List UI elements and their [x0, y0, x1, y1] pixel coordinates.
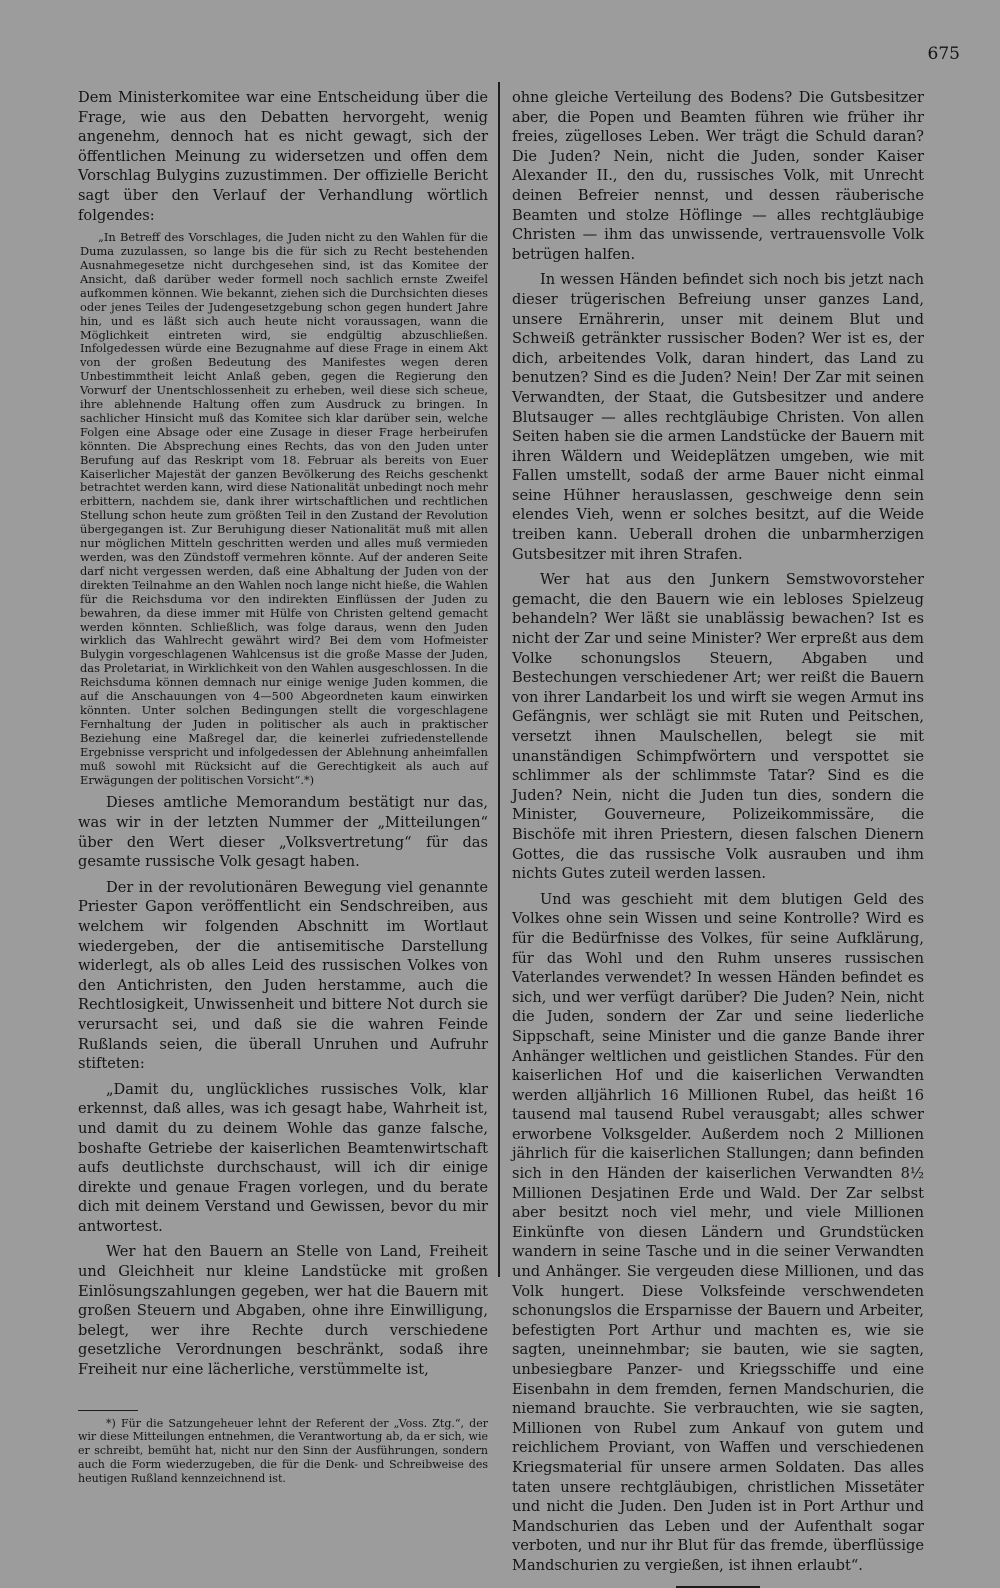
official-report-quote: „In Betreff des Vorschlages, die Juden nicht zu den Wahlen für die Duma zuzulassen, so lange bis die für sich zu Recht bestehenden Ausnahmegesetze nicht durchgesehen sind, ist das Komitee der Ansicht, daß darüber weder formell noch sachlich ernste Zweifel aufkommen können. Wie bekannt, ziehen sich die Durchsichten dieses oder jenes Teiles der Judengesetzgebung schon gegen hundert Jahre hin, und es läßt sich auch heute nicht voraussagen, wann die Möglichkeit eintreten wird, sie endgültig abzuschließen. Infolgedessen würde eine Bezugnahme auf diese Frage in einem Akt von der großen Bedeutung des Manifestes wegen deren Unbestimmtheit leicht Anlaß geben, gegen die Regierung den Vorwurf der Unentschlossenheit zu erheben, weil diese sich scheue, ihre ablehnende Haltung offen zum Ausdruck zu bringen. In sachlicher Hinsicht muß das Komitee sich klar darüber sein, welche Folgen eine Absage oder eine Zusage in dieser Frage herbeirufen könnten. Die Absprechung eines Rechts, das von den Juden unter Berufung auf das Reskript vom 18. Februar als bereits von Euer Kaiserlicher Majestät der ganzen Bevölkerung des Reichs geschenkt betrachtet werden kann, wird diese Nationalität unbedingt noch mehr erbittern, nachdem sie, dank ihrer wirtschaftlichen und rechtlichen Stellung schon heute zum größten Teil in den Zustand der Revolution übergegangen ist. Zur Beruhigung dieser Nationalität muß mit allen nur möglichen Mitteln geschritten werden und alles muß vermieden werden, was den Zündstoff vermehren könnte. Auf der anderen Seite darf nicht vergessen werden, daß eine Abhaltung der Juden von der direkten Teilnahme an den Wahlen noch lange nicht hieße, die Wahlen für die Reichsduma vor den indirekten Einflüssen der Juden zu bewahren, da diese immer mit Hülfe von Christen geltend gemacht werden könnten. Schließlich, was folge daraus, wenn den Juden wirklich das Wahlrecht gewährt wird? Bei dem vom Hofmeister Bulygin vorgeschlagenen Wahlcensus ist die große Masse der Juden, das Proletariat, in Wirklichkeit von den Wahlen ausgeschlossen. In die Reichsduma können demnach nur einige wenige Juden kommen, die auf die Anschauungen von 4—500 Abgeordneten kaum einwirken könnten. Unter solchen Bedingungen stellt die vorgeschlagene Fernhaltung der Juden in politischer als auch in praktischer Beziehung eine Maßregel dar, die keinerlei zufriedenstellende Ergebnisse verspricht und infolgedessen der Ablehnung anheimfallen muß sowohl mit Rücksicht auf die Gerechtigkeit als auch auf Erwägungen der politischen Vorsicht“.*) — [80, 230, 488, 787]
footnote-divider — [78, 1410, 138, 1411]
page-number: 675 — [927, 44, 960, 64]
land-paragraph: In wessen Händen befindet sich noch bis jetzt nach dieser trügerischen Befreiung unser ganzes Land, unsere Ernährerin, unser mit deinem Blut und Schweiß getränkter russischer Boden? Wer ist es, der dich, arbeitendes Volk, daran hindert, das Land zu benutzen? Sind es die Juden? Nein! Der Zar mit seinen Verwandten, der Staat, die Gutsbesitzer und andere Blutsauger — alles rechtgläubige Christen. Von allen Seiten haben sie die armen Landstücke der Bauern mit ihren Wäldern und Weideplätzen umgeben, wie mit Fallen umstellt, sodaß der arme Bauer nicht einmal seine Hühner herauslassen, geschweige denn sein elendes Vieh, wenn er solches besitzt, auf die Weide treiben kann. Ueberall drohen die unbarmherzigen Gutsbesitzer mit ihren Strafen. — [512, 271, 924, 563]
officials-paragraph: Wer hat aus den Junkern Semstwovorsteher gemacht, die den Bauern wie ein lebloses Spielzeug behandeln? Wer läßt sie unablässig bewachen? Ist es nicht der Zar und seine Minister? Wer erpreßt aus dem Volke schonungslos Steuern, Abgaben und Bestechungen verschiedener Art; wer reißt die Bauern von ihrer Landarbeit los und wirft sie wegen Armut ins Gefängnis, wer schlägt sie mit Ruten und Peitschen, versetzt ihnen Maulschellen, belegt sie mit unanständigen Schimpfwörtern und verspottet sie schlimmer als der schlimmste Tatar? Sind es die Juden? Nein, nicht die Juden tun dies, sondern die Minister, Gouverneure, Polizeikommissäre, die Bischöfe mit ihren Priestern, diesen falschen Dienern Gottes, die das russische Volk ausrauben und ihm nichts Gutes zuteil werden lassen. — [512, 571, 924, 883]
gapon-paragraph: Der in der revolutionären Bewegung viel genannte Priester Gapon veröffentlicht ein Sendschreiben, aus welchem wir folgenden Abschnitt im Wortlaut wiedergeben, der die antisemitische Darstellung widerlegt, als ob alles Leid des russischen Volkes von den Antichristen, den Juden herstamme, auch die Rechtlosigkeit, Unwissenheit und bittere Not durch sie verursacht sei, und daß sie die wahren Feinde Rußlands seien, die überall Unruhen und Aufruhr stifteten: — [78, 878, 488, 1073]
continued-paragraph: ohne gleiche Verteilung des Bodens? Die Gutsbesitzer aber, die Popen und Beamten führen wie früher ihr freies, zügelloses Leben. Wer trägt die Schuld daran? Die Juden? Nein, nicht die Juden, sonder Kaiser Alexander II., den du, russisches Volk, mit Unrecht deinen Befreier nennst, und dessen räuberische Beamten und stolze Höflinge — alles rechtgläubige Christen — ihm das unwissende, vertrauensvolle Volk betrügen halfen. — [512, 89, 924, 263]
intro-paragraph: Dem Ministerkomitee war eine Entscheidung über die Frage, wie aus den Debatten hervorgeht, wenig angenehm, dennoch hat es nicht gewagt, sich der öffentlichen Meinung zu widersetzen und offen dem Vorschlag Bulygins zuzustimmen. Der offizielle Bericht sagt über den Verlauf der Verhandlung wörtlich folgendes: — [78, 89, 488, 224]
money-paragraph: Und was geschieht mit dem blutigen Geld des Volkes ohne sein Wissen und seine Kontrolle? Wird es für die Bedürfnisse des Volkes, für seine Aufklärung, für das Wohl und den Ruhm unseres russischen Vaterlandes verwendet? In wessen Händen befindet es sich, und wer verfügt darüber? Die Juden? Nein, nicht die Juden, sondern der Zar und seine liederliche Sippschaft, seine Minister und die ganze Bande ihrer Anhänger weltlichen und geistlichen Standes. Für den kaiserlichen Hof und die kaiserlichen Verwandten werden alljährlich 16 Millionen Rubel, das heißt 16 tausend mal tausend Rubel verausgabt; alles schwer erworbene Volksgelder. Außerdem noch 2 Millionen jährlich für die kaiserlichen Stallungen; dann befinden sich in den Händen der kaiserlichen Verwandten 8½ Millionen Desjatinen Erde und Wald. Der Zar selbst aber besitzt noch viel mehr, und viele Millionen Einkünfte von diesen Ländern und Grundstücken wandern in seine Tasche und in die seiner Verwandten und Anhänger. Sie vergeuden diese Millionen, und das Volk hungert. Diese Volksfeinde verschwendeten schonungslos die Ersparnisse der Bauern und Arbeiter, befestigten Port Arthur und machten es, wie sie sagten, uneinnehmbar; sie bauten, wie sie sagten, unbesiegbare Panzer- und Kriegsschiffe und eine Eisenbahn in dem fremden, fernen Mandschurien, die niemand brauchte. Sie verbrauchten, wie sie sagten, Millionen von Rubel zum Ankauf von gutem und reichlichem Proviant, von Waffen und verschiedenen Kriegsmaterial für unsere armen Soldaten. Das alles taten unsere rechtgläubigen, christlichen Missetäter und nicht die Juden. Den Juden ist in Port Arthur und Mandschurien das Leben und der Aufenthalt sogar verboten, und nur ihr Blut für das fremde, überflüssige Mandschurien zu vergießen, ist ihnen erlaubt“. — [512, 890, 924, 1574]
gapon-letter-paragraph: Wer hat den Bauern an Stelle von Land, Freiheit und Gleichheit nur kleine Landstücke mit großen Einlösungszahlungen gegeben, wer hat die Bauern mit großen Steuern und Abgaben, ohne ihre Einwilligung, belegt, wer ihre Rechte durch verschiedene gesetzliche Verordnungen beschränkt, sodaß ihre Freiheit nur eine lächerliche, verstümmelte ist, — [78, 1243, 488, 1379]
end-ornament-rule — [676, 1586, 760, 1588]
gapon-letter-opening: „Damit du, unglückliches russisches Volk, klar erkennst, daß alles, was ich gesagt habe, Wahrheit ist, und damit du zu deinem Wohle das ganze falsche, boshafte Getriebe der kaiserlichen Beamtenwirtschaft aufs deutlichste durchschaust, will ich dir einige direkte und genaue Fragen vorlegen, und du berate dich mit deinem Verstand und Gewissen, bevor du mir antwortest. — [78, 1080, 488, 1235]
column-divider — [498, 82, 500, 1277]
left-column — [78, 88, 488, 1486]
footnote: *) Für die Satzungeheuer lehnt der Referent der „Voss. Ztg.“, der wir diese Mitteilungen entnehmen, die Verantwortung ab, da er sich, wie er schreibt, bemüht hat, nicht nur den Sinn der Ausführungen, sondern auch die Form wiederzugeben, die für die Denk- und Schreibweise des heutigen Rußland kennzeichnend ist. — [78, 1416, 488, 1485]
memorandum-paragraph: Dieses amtliche Memorandum bestätigt nur das, was wir in der letzten Nummer der „Mitteilungen“ über den Wert dieser „Volksvertretung“ für das gesamte russische Volk gesagt haben. — [78, 794, 488, 871]
